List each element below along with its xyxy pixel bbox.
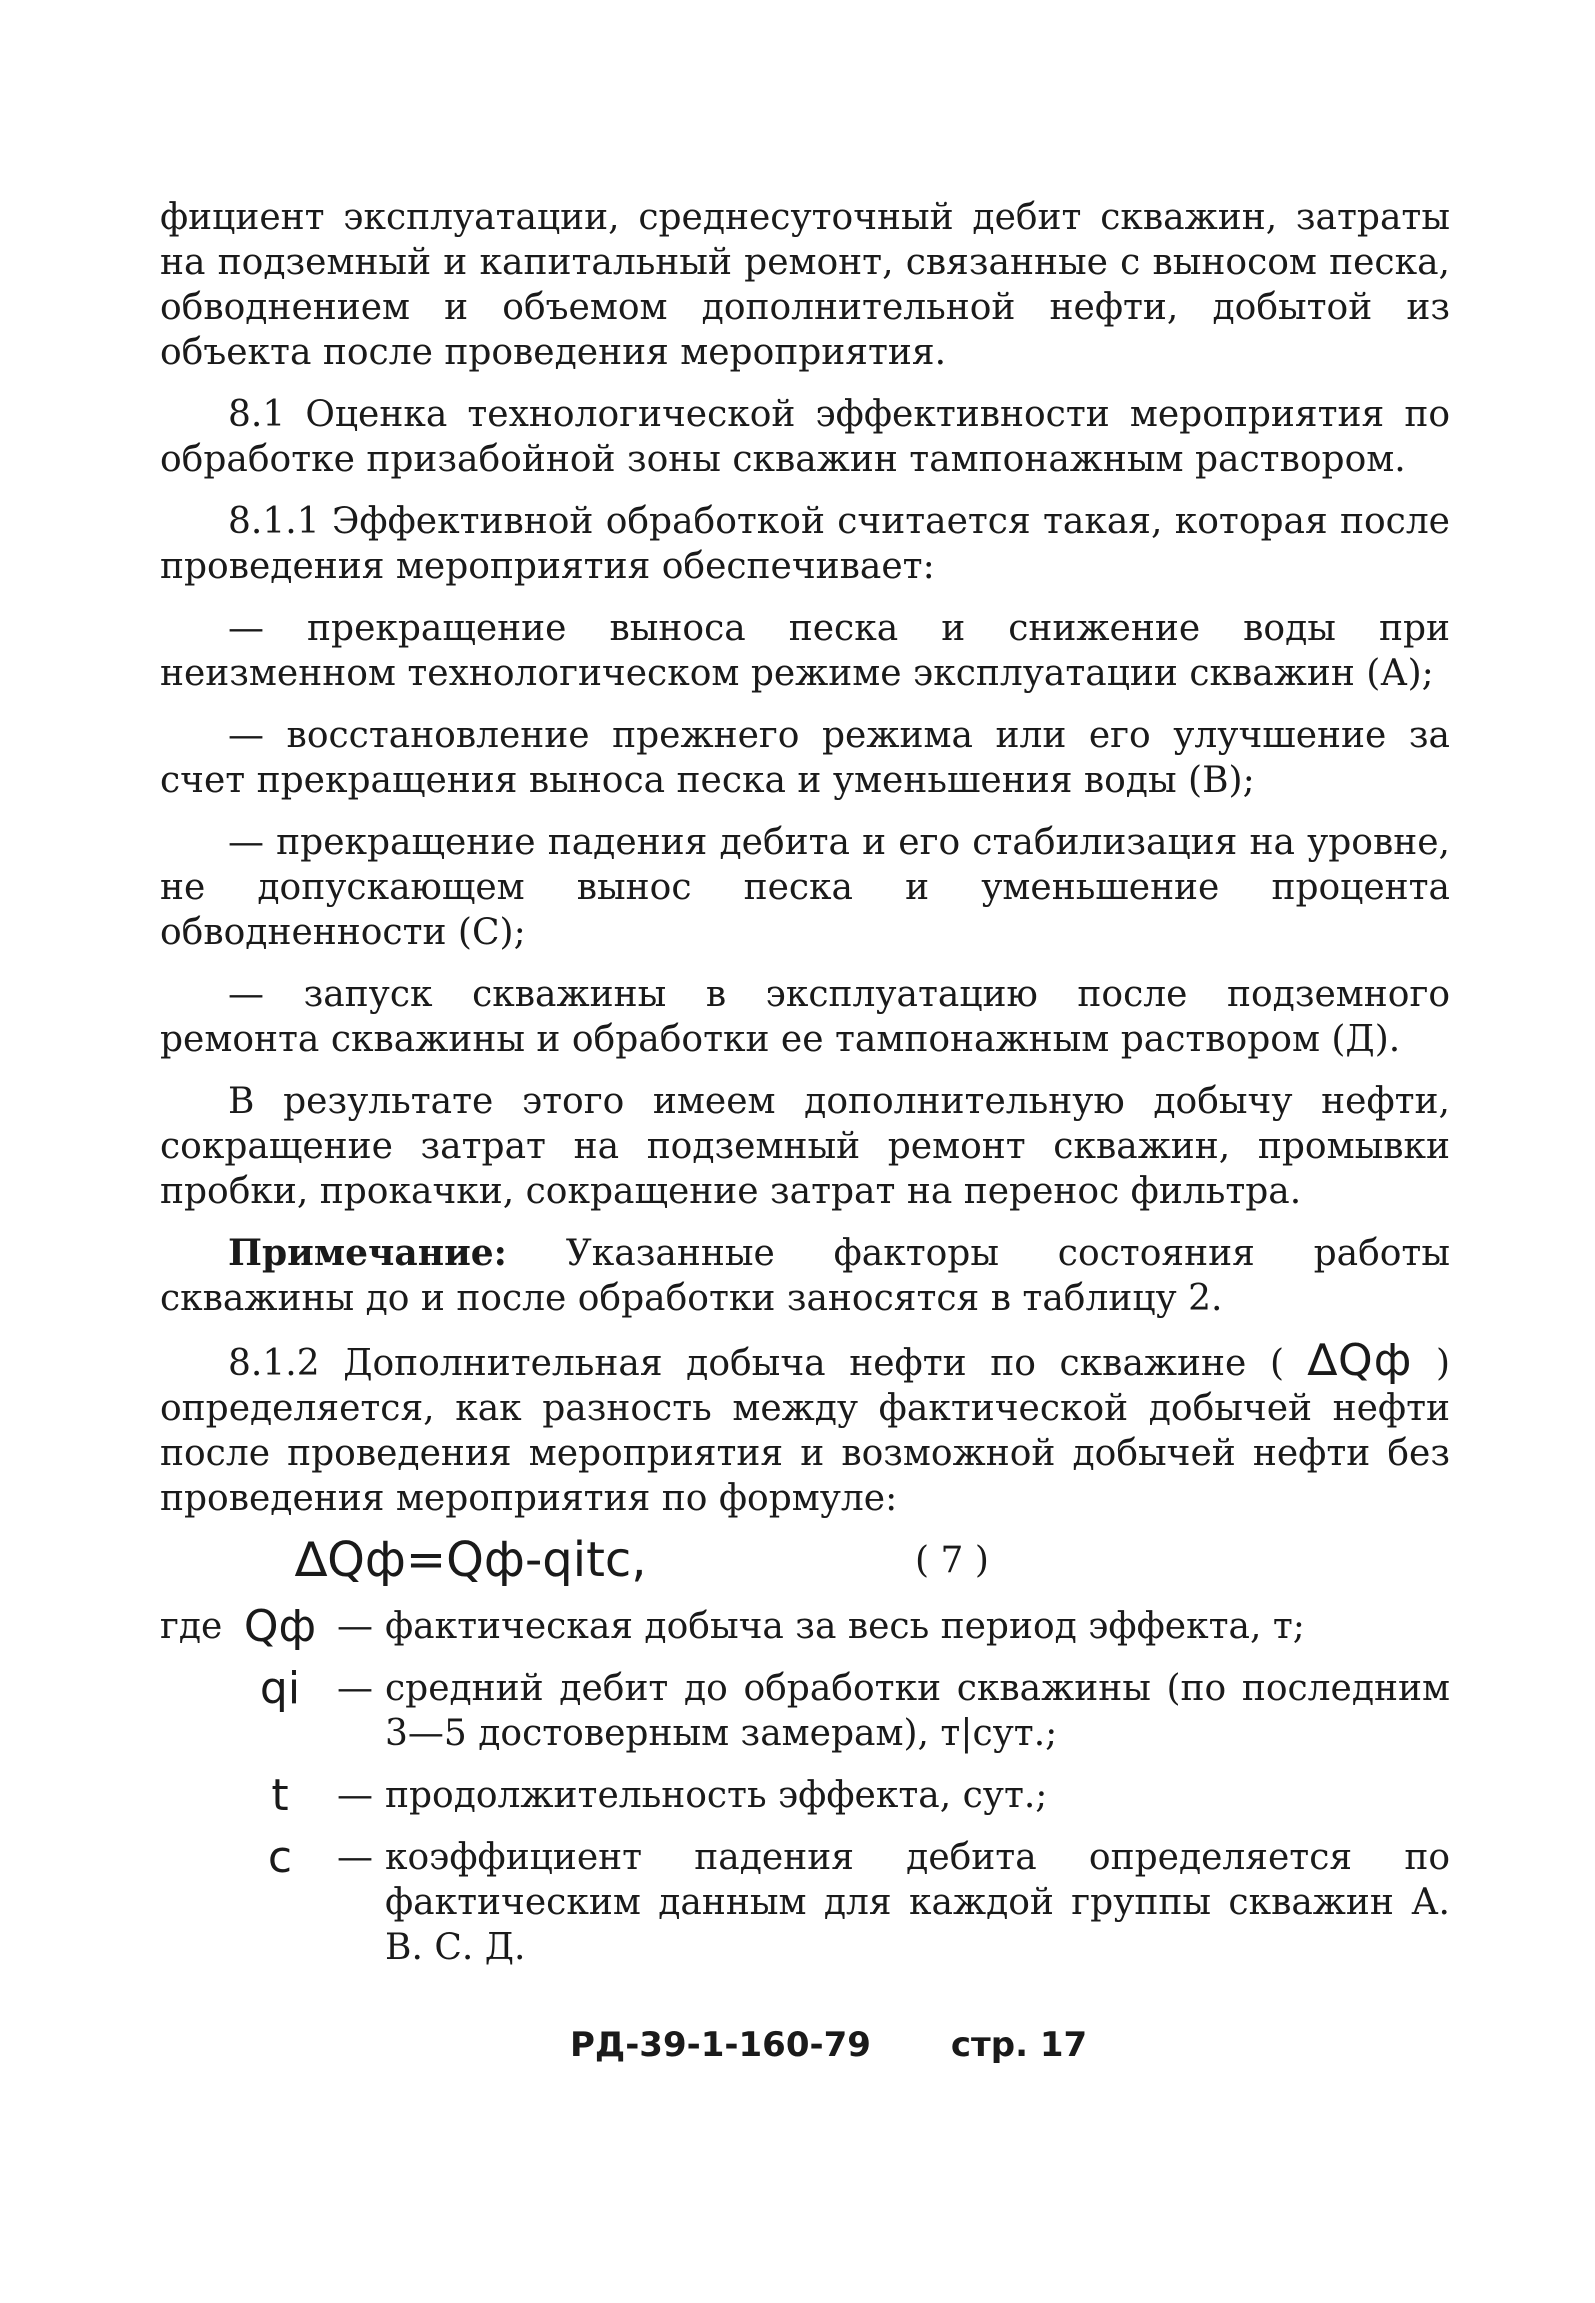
definition-symbol: Qф [243, 1601, 317, 1652]
definition-row [160, 1770, 1450, 1821]
document-code: РД-39-1-160-79 [570, 2025, 871, 2065]
paragraph-note [160, 1231, 1450, 1321]
list-item-c: — прекращение падения дебита и его стабилизация на уровне, не допускающем вынос песка и уменьшение процента обводненности (С); [160, 822, 1450, 953]
paragraph-section-8-1-1: 8.1.1 Эффективной обработкой считается такая, которая после проведения мероприятия обеспечивает: [160, 501, 1450, 587]
list-item-d: — запуск скважины в эксплуатацию после подземного ремонта скважины и обработки ее тампонажным раствором (Д). [160, 974, 1450, 1060]
delta-q-symbol: ∆Qф [1307, 1335, 1413, 1386]
definition-row [160, 1832, 1450, 1970]
formula-expression: ∆Qф=Qф-qitc, [295, 1532, 647, 1588]
paragraph-result: В результате этого имеем дополнительную добычу нефти, сокращение затрат на подземный ремонт скважин, промывки пробки, прокачки, сокращение затрат на перенос фильтра. [160, 1081, 1450, 1212]
definition-text: продолжительность эффекта, сут.; [385, 1775, 1048, 1816]
where-label: где [160, 1606, 223, 1647]
formula-number: ( 7 ) [915, 1540, 989, 1581]
document-page [160, 195, 1450, 1987]
note-label: Примечание: [228, 1232, 507, 1274]
definition-dash: — [337, 1837, 373, 1878]
definition-row [160, 1601, 1450, 1652]
list-item-a: — прекращение выноса песка и снижение воды при неизменном технологическом режиме эксплуатации скважин (А); [160, 608, 1450, 694]
section-8-1-2-start: 8.1.2 Дополнительная добыча нефти по скважине ( [228, 1343, 1284, 1384]
definitions-list [160, 1601, 1450, 1970]
paragraph-continuation: фициент эксплуатации, среднесуточный дебит скважин, затраты на подземный и капитальный ремонт, связанные с выносом песка, обводнением и объемом дополнительной нефти, добытой из объекта после проведения мероприятия. [160, 197, 1450, 373]
formula-row [160, 1532, 1450, 1600]
note-text: Указанные факторы состояния работы скважины до и после обработки заносятся в таблицу 2. [160, 1233, 1450, 1319]
definition-text: средний дебит до обработки скважины (по последним 3—5 достоверным замерам), т|сут.; [385, 1668, 1450, 1754]
definition-text: коэффициент падения дебита определяется по фактическим данным для каждой группы скважин А. В. С. Д. [385, 1837, 1450, 1968]
definition-text: фактическая добыча за весь период эффекта, т; [385, 1606, 1305, 1647]
definition-symbol: qi [259, 1663, 301, 1714]
page-footer [570, 2025, 1087, 2065]
list-item-b: — восстановление прежнего режима или его улучшение за счет прекращения выноса песка и уменьшения воды (В); [160, 715, 1450, 801]
definition-symbol: t [271, 1770, 289, 1821]
paragraph-section-8-1-2 [160, 1335, 1450, 1521]
paragraph-section-8-1: 8.1 Оценка технологической эффективности мероприятия по обработке призабойной зоны скважин тампонажным раствором. [160, 394, 1450, 480]
definition-row [160, 1663, 1450, 1756]
definition-dash: — [337, 1606, 373, 1647]
section-8-1-2-end: ) определяется, как разность между фактической добычей нефти после проведения мероприятия и возможной добычей нефти без проведения мероприятия по формуле: [160, 1343, 1450, 1519]
definition-symbol: c [267, 1832, 293, 1883]
definition-dash: — [337, 1775, 373, 1816]
definition-dash: — [337, 1668, 373, 1709]
page-number: стр. 17 [950, 2025, 1088, 2065]
